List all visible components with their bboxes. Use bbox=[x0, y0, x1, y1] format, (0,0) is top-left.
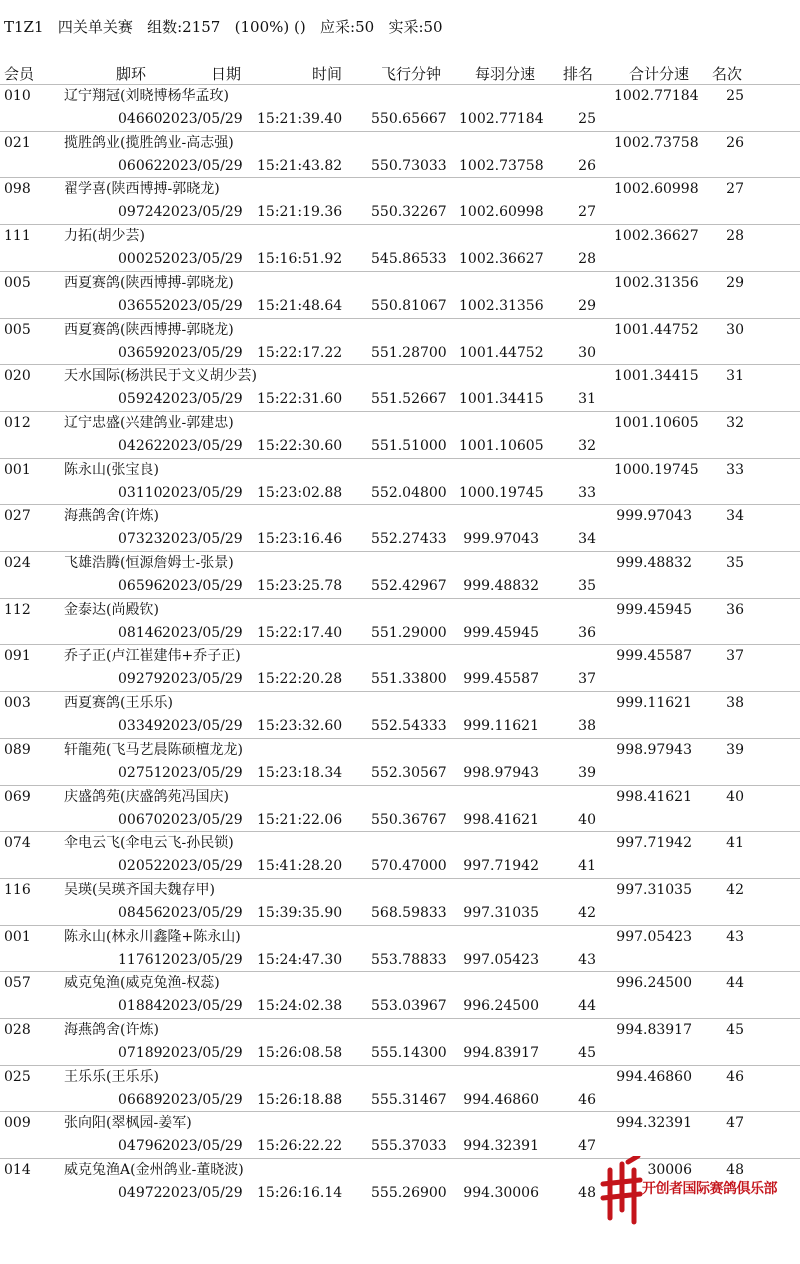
club-watermark-text: 开创者国际赛鸽俱乐部 bbox=[642, 1181, 777, 1197]
cell-time: 15:22:30.60 bbox=[257, 438, 343, 454]
cell-rank: 32 bbox=[578, 438, 596, 454]
row-divider bbox=[0, 271, 800, 272]
cell-place: 47 bbox=[726, 1115, 744, 1131]
cell-fly: 555.26900 bbox=[371, 1185, 447, 1201]
cell-ring: 04972 bbox=[118, 1185, 163, 1201]
record-row bbox=[0, 366, 800, 412]
cell-speed: 997.05423 bbox=[463, 952, 539, 968]
record-row bbox=[0, 179, 800, 225]
cell-name: 海燕鸽舍(许炼) bbox=[64, 1022, 159, 1038]
cell-speed: 994.46860 bbox=[463, 1092, 539, 1108]
record-row bbox=[0, 646, 800, 692]
cell-place: 30 bbox=[726, 322, 744, 338]
cell-place: 46 bbox=[726, 1069, 744, 1085]
cell-place: 43 bbox=[726, 929, 744, 945]
cell-date: 2023/05/29 bbox=[162, 578, 243, 594]
cell-rank: 45 bbox=[578, 1045, 596, 1061]
cell-total: 1002.36627 bbox=[614, 228, 699, 244]
cell-member: 112 bbox=[4, 602, 31, 618]
cell-member: 028 bbox=[4, 1022, 31, 1038]
cell-ring: 09724 bbox=[118, 204, 163, 220]
cell-total: 1000.19745 bbox=[614, 462, 699, 478]
cell-date: 2023/05/29 bbox=[162, 718, 243, 734]
cell-rank: 25 bbox=[578, 111, 596, 127]
cell-ring: 02052 bbox=[118, 858, 163, 874]
cell-time: 15:22:17.40 bbox=[257, 625, 343, 641]
cell-place: 38 bbox=[726, 695, 744, 711]
club-logo-icon bbox=[598, 1156, 644, 1226]
cell-ring: 06062 bbox=[118, 158, 163, 174]
cell-member: 111 bbox=[4, 228, 31, 244]
cell-fly: 552.54333 bbox=[371, 718, 447, 734]
cell-ring: 07323 bbox=[118, 531, 163, 547]
cell-speed: 998.41621 bbox=[463, 812, 539, 828]
cell-fly: 555.14300 bbox=[371, 1045, 447, 1061]
cell-total: 994.46860 bbox=[616, 1069, 692, 1085]
cell-fly: 551.51000 bbox=[371, 438, 447, 454]
row-divider bbox=[0, 1111, 800, 1112]
column-ring: 脚环 bbox=[116, 65, 147, 83]
cell-name: 西夏赛鸽(陕西博搏-郭晓龙) bbox=[64, 275, 234, 291]
column-member: 会员 bbox=[4, 65, 35, 83]
cell-member: 025 bbox=[4, 1069, 31, 1085]
cell-speed: 1002.31356 bbox=[459, 298, 544, 314]
cell-time: 15:26:22.22 bbox=[257, 1138, 343, 1154]
cell-rank: 26 bbox=[578, 158, 596, 174]
cell-fly: 551.52667 bbox=[371, 391, 447, 407]
cell-name: 天水国际(杨洪民于文义胡少芸) bbox=[64, 368, 257, 384]
record-row bbox=[0, 600, 800, 646]
cell-member: 116 bbox=[4, 882, 31, 898]
cell-time: 15:23:02.88 bbox=[257, 485, 343, 501]
cell-fly: 545.86533 bbox=[371, 251, 447, 267]
cell-time: 15:23:25.78 bbox=[257, 578, 343, 594]
club-watermark bbox=[598, 1156, 794, 1226]
cell-speed: 999.48832 bbox=[463, 578, 539, 594]
cell-member: 001 bbox=[4, 929, 31, 945]
cell-time: 15:26:16.14 bbox=[257, 1185, 343, 1201]
column-speed: 每羽分速 bbox=[475, 65, 536, 83]
cell-rank: 46 bbox=[578, 1092, 596, 1108]
row-divider bbox=[0, 831, 800, 832]
cell-ring: 03349 bbox=[118, 718, 163, 734]
cell-fly: 550.73033 bbox=[371, 158, 447, 174]
cell-speed: 999.45587 bbox=[463, 671, 539, 687]
cell-rank: 37 bbox=[578, 671, 596, 687]
cell-member: 005 bbox=[4, 322, 31, 338]
cell-rank: 33 bbox=[578, 485, 596, 501]
cell-place: 27 bbox=[726, 181, 744, 197]
cell-rank: 35 bbox=[578, 578, 596, 594]
cell-speed: 994.83917 bbox=[463, 1045, 539, 1061]
cell-time: 15:22:20.28 bbox=[257, 671, 343, 687]
cell-rank: 48 bbox=[578, 1185, 596, 1201]
cell-fly: 550.65667 bbox=[371, 111, 447, 127]
cell-place: 44 bbox=[726, 975, 744, 991]
cell-speed: 999.45945 bbox=[463, 625, 539, 641]
cell-ring: 00025 bbox=[118, 251, 163, 267]
row-divider bbox=[0, 458, 800, 459]
row-divider bbox=[0, 131, 800, 132]
cell-member: 027 bbox=[4, 508, 31, 524]
cell-fly: 551.33800 bbox=[371, 671, 447, 687]
cell-rank: 28 bbox=[578, 251, 596, 267]
cell-total: 996.24500 bbox=[616, 975, 692, 991]
row-divider bbox=[0, 224, 800, 225]
cell-member: 021 bbox=[4, 135, 31, 151]
cell-total: 999.45587 bbox=[616, 648, 692, 664]
cell-name: 庆盛鸽苑(庆盛鸽苑冯国庆) bbox=[64, 789, 229, 805]
record-row bbox=[0, 506, 800, 552]
cell-time: 15:21:39.40 bbox=[257, 111, 343, 127]
cell-member: 010 bbox=[4, 88, 31, 104]
cell-date: 2023/05/29 bbox=[162, 1138, 243, 1154]
record-row bbox=[0, 833, 800, 879]
cell-date: 2023/05/29 bbox=[162, 298, 243, 314]
row-divider bbox=[0, 785, 800, 786]
column-rank: 排名 bbox=[563, 65, 594, 83]
cell-ring: 03655 bbox=[118, 298, 163, 314]
cell-member: 074 bbox=[4, 835, 31, 851]
cell-rank: 29 bbox=[578, 298, 596, 314]
cell-date: 2023/05/29 bbox=[162, 625, 243, 641]
cell-total: 998.97943 bbox=[616, 742, 692, 758]
cell-date: 2023/05/29 bbox=[162, 952, 243, 968]
record-row bbox=[0, 320, 800, 366]
cell-ring: 06689 bbox=[118, 1092, 163, 1108]
column-date: 日期 bbox=[211, 65, 242, 83]
cell-member: 098 bbox=[4, 181, 31, 197]
cell-total: 997.05423 bbox=[616, 929, 692, 945]
cell-rank: 39 bbox=[578, 765, 596, 781]
record-row bbox=[0, 740, 800, 786]
cell-speed: 999.11621 bbox=[463, 718, 539, 734]
cell-name: 飞雄浩腾(恒源詹姆士-张景) bbox=[64, 555, 234, 571]
cell-date: 2023/05/29 bbox=[162, 671, 243, 687]
cell-time: 15:21:22.06 bbox=[257, 812, 343, 828]
cell-total: 999.97043 bbox=[616, 508, 692, 524]
cell-time: 15:23:32.60 bbox=[257, 718, 343, 734]
cell-ring: 00670 bbox=[118, 812, 163, 828]
cell-total: 998.41621 bbox=[616, 789, 692, 805]
record-row bbox=[0, 927, 800, 973]
cell-total: 999.48832 bbox=[616, 555, 692, 571]
cell-place: 42 bbox=[726, 882, 744, 898]
cell-rank: 41 bbox=[578, 858, 596, 874]
cell-member: 057 bbox=[4, 975, 31, 991]
record-row bbox=[0, 787, 800, 833]
column-time: 时间 bbox=[312, 65, 343, 83]
cell-place: 34 bbox=[726, 508, 744, 524]
cell-fly: 570.47000 bbox=[371, 858, 447, 874]
cell-name: 力拓(胡少芸) bbox=[64, 228, 145, 244]
cell-total: 1001.10605 bbox=[614, 415, 699, 431]
report-header: T1Z1 四关单关赛 组数:2157 (100%) () 应采:50 实采:50 bbox=[4, 18, 443, 36]
cell-place: 33 bbox=[726, 462, 744, 478]
cell-ring: 05924 bbox=[118, 391, 163, 407]
cell-date: 2023/05/29 bbox=[162, 251, 243, 267]
cell-date: 2023/05/29 bbox=[162, 998, 243, 1014]
column-flight-minutes: 飞行分钟 bbox=[381, 65, 442, 83]
cell-date: 2023/05/29 bbox=[162, 858, 243, 874]
cell-date: 2023/05/29 bbox=[162, 1045, 243, 1061]
cell-name: 辽宁翔冠(刘晓博杨华孟玫) bbox=[64, 88, 229, 104]
row-divider bbox=[0, 925, 800, 926]
cell-member: 089 bbox=[4, 742, 31, 758]
cell-place: 39 bbox=[726, 742, 744, 758]
cell-fly: 555.37033 bbox=[371, 1138, 447, 1154]
record-row bbox=[0, 273, 800, 319]
cell-place: 41 bbox=[726, 835, 744, 851]
cell-total: 1002.60998 bbox=[614, 181, 699, 197]
cell-name: 威克兔渔(威克兔渔-权蕊) bbox=[64, 975, 220, 991]
cell-time: 15:24:02.38 bbox=[257, 998, 343, 1014]
cell-name: 海燕鸽舍(许炼) bbox=[64, 508, 159, 524]
cell-fly: 551.29000 bbox=[371, 625, 447, 641]
cell-date: 2023/05/29 bbox=[162, 111, 243, 127]
cell-date: 2023/05/29 bbox=[162, 204, 243, 220]
row-divider bbox=[0, 1018, 800, 1019]
cell-member: 003 bbox=[4, 695, 31, 711]
cell-speed: 1001.44752 bbox=[459, 345, 544, 361]
row-divider bbox=[0, 84, 800, 85]
row-divider bbox=[0, 177, 800, 178]
cell-date: 2023/05/29 bbox=[162, 438, 243, 454]
cell-total: 1001.44752 bbox=[614, 322, 699, 338]
cell-place: 40 bbox=[726, 789, 744, 805]
cell-ring: 02751 bbox=[118, 765, 163, 781]
cell-rank: 40 bbox=[578, 812, 596, 828]
cell-date: 2023/05/29 bbox=[162, 812, 243, 828]
cell-rank: 30 bbox=[578, 345, 596, 361]
cell-rank: 36 bbox=[578, 625, 596, 641]
cell-ring: 04262 bbox=[118, 438, 163, 454]
cell-place: 26 bbox=[726, 135, 744, 151]
cell-total: 999.45945 bbox=[616, 602, 692, 618]
cell-member: 012 bbox=[4, 415, 31, 431]
cell-date: 2023/05/29 bbox=[162, 485, 243, 501]
cell-name: 翟学喜(陕西博搏-郭晓龙) bbox=[64, 181, 220, 197]
cell-date: 2023/05/29 bbox=[162, 391, 243, 407]
cell-rank: 38 bbox=[578, 718, 596, 734]
cell-ring: 03110 bbox=[118, 485, 163, 501]
cell-speed: 996.24500 bbox=[463, 998, 539, 1014]
cell-speed: 997.31035 bbox=[463, 905, 539, 921]
cell-total: 997.71942 bbox=[616, 835, 692, 851]
cell-fly: 553.78833 bbox=[371, 952, 447, 968]
cell-date: 2023/05/29 bbox=[162, 531, 243, 547]
cell-total: 1002.31356 bbox=[614, 275, 699, 291]
cell-member: 020 bbox=[4, 368, 31, 384]
cell-place: 32 bbox=[726, 415, 744, 431]
cell-speed: 994.32391 bbox=[463, 1138, 539, 1154]
cell-member: 001 bbox=[4, 462, 31, 478]
cell-name: 西夏赛鸽(陕西博搏-郭晓龙) bbox=[64, 322, 234, 338]
cell-fly: 550.81067 bbox=[371, 298, 447, 314]
cell-time: 15:23:18.34 bbox=[257, 765, 343, 781]
cell-place: 25 bbox=[726, 88, 744, 104]
cell-total: 1001.34415 bbox=[614, 368, 699, 384]
cell-fly: 568.59833 bbox=[371, 905, 447, 921]
row-divider bbox=[0, 504, 800, 505]
cell-time: 15:16:51.92 bbox=[257, 251, 343, 267]
cell-name: 伞电云飞(伞电云飞-孙民锁) bbox=[64, 835, 234, 851]
cell-fly: 552.30567 bbox=[371, 765, 447, 781]
column-place: 名次 bbox=[712, 65, 743, 83]
cell-date: 2023/05/29 bbox=[162, 345, 243, 361]
row-divider bbox=[0, 738, 800, 739]
cell-fly: 552.42967 bbox=[371, 578, 447, 594]
cell-ring: 09279 bbox=[118, 671, 163, 687]
cell-place: 48 bbox=[726, 1162, 744, 1178]
cell-rank: 43 bbox=[578, 952, 596, 968]
cell-time: 15:22:31.60 bbox=[257, 391, 343, 407]
cell-speed: 1001.10605 bbox=[459, 438, 544, 454]
cell-speed: 1002.36627 bbox=[459, 251, 544, 267]
cell-name: 揽胜鸽业(揽胜鸽业-高志强) bbox=[64, 135, 234, 151]
cell-name: 轩龍苑(飞马艺晨陈硕檀龙龙) bbox=[64, 742, 243, 758]
record-row bbox=[0, 226, 800, 272]
cell-total: 994.83917 bbox=[616, 1022, 692, 1038]
record-row bbox=[0, 693, 800, 739]
cell-name: 辽宁忠盛(兴建鸽业-郭建忠) bbox=[64, 415, 234, 431]
row-divider bbox=[0, 551, 800, 552]
cell-ring: 01884 bbox=[118, 998, 163, 1014]
record-row bbox=[0, 413, 800, 459]
record-row bbox=[0, 86, 800, 132]
cell-name: 王乐乐(王乐乐) bbox=[64, 1069, 159, 1085]
cell-name: 乔子正(卢江崔建伟+乔子正) bbox=[64, 648, 241, 664]
row-divider bbox=[0, 411, 800, 412]
row-divider bbox=[0, 971, 800, 972]
record-row bbox=[0, 133, 800, 179]
cell-place: 31 bbox=[726, 368, 744, 384]
cell-fly: 552.04800 bbox=[371, 485, 447, 501]
cell-date: 2023/05/29 bbox=[162, 1092, 243, 1108]
cell-rank: 31 bbox=[578, 391, 596, 407]
cell-speed: 998.97943 bbox=[463, 765, 539, 781]
cell-name: 金泰达(尚殿钦) bbox=[64, 602, 159, 618]
cell-time: 15:26:18.88 bbox=[257, 1092, 343, 1108]
record-row bbox=[0, 880, 800, 926]
cell-time: 15:23:16.46 bbox=[257, 531, 343, 547]
row-divider bbox=[0, 878, 800, 879]
row-divider bbox=[0, 364, 800, 365]
cell-speed: 994.30006 bbox=[463, 1185, 539, 1201]
cell-ring: 08146 bbox=[118, 625, 163, 641]
cell-fly: 550.32267 bbox=[371, 204, 447, 220]
cell-time: 15:24:47.30 bbox=[257, 952, 343, 968]
cell-member: 024 bbox=[4, 555, 31, 571]
cell-speed: 1002.77184 bbox=[459, 111, 544, 127]
record-row bbox=[0, 1113, 800, 1159]
cell-speed: 997.71942 bbox=[463, 858, 539, 874]
cell-name: 陈永山(林永川鑫隆+陈永山) bbox=[64, 929, 241, 945]
cell-name: 张向阳(翠枫园-姜军) bbox=[64, 1115, 192, 1131]
cell-speed: 1002.60998 bbox=[459, 204, 544, 220]
cell-time: 15:21:48.64 bbox=[257, 298, 343, 314]
cell-place: 45 bbox=[726, 1022, 744, 1038]
cell-total: 30006 bbox=[647, 1162, 692, 1178]
cell-member: 005 bbox=[4, 275, 31, 291]
cell-member: 014 bbox=[4, 1162, 31, 1178]
cell-place: 37 bbox=[726, 648, 744, 664]
cell-member: 069 bbox=[4, 789, 31, 805]
cell-rank: 34 bbox=[578, 531, 596, 547]
record-row bbox=[0, 460, 800, 506]
cell-date: 2023/05/29 bbox=[162, 765, 243, 781]
cell-ring: 03659 bbox=[118, 345, 163, 361]
cell-place: 36 bbox=[726, 602, 744, 618]
column-total-speed: 合计分速 bbox=[629, 65, 690, 83]
cell-name: 吴瑛(吴瑛齐国夫魏存甲) bbox=[64, 882, 215, 898]
cell-time: 15:22:17.22 bbox=[257, 345, 343, 361]
row-divider bbox=[0, 318, 800, 319]
cell-speed: 1002.73758 bbox=[459, 158, 544, 174]
cell-time: 15:21:43.82 bbox=[257, 158, 343, 174]
cell-total: 999.11621 bbox=[616, 695, 692, 711]
cell-total: 1002.77184 bbox=[614, 88, 699, 104]
cell-speed: 999.97043 bbox=[463, 531, 539, 547]
cell-fly: 552.27433 bbox=[371, 531, 447, 547]
cell-rank: 44 bbox=[578, 998, 596, 1014]
record-row bbox=[0, 553, 800, 599]
cell-member: 009 bbox=[4, 1115, 31, 1131]
cell-total: 997.31035 bbox=[616, 882, 692, 898]
cell-rank: 27 bbox=[578, 204, 596, 220]
cell-time: 15:26:08.58 bbox=[257, 1045, 343, 1061]
cell-time: 15:39:35.90 bbox=[257, 905, 343, 921]
cell-ring: 08456 bbox=[118, 905, 163, 921]
cell-ring: 04796 bbox=[118, 1138, 163, 1154]
cell-name: 西夏赛鸽(王乐乐) bbox=[64, 695, 173, 711]
cell-time: 15:41:28.20 bbox=[257, 858, 343, 874]
cell-total: 1002.73758 bbox=[614, 135, 699, 151]
cell-rank: 47 bbox=[578, 1138, 596, 1154]
cell-name: 陈永山(张宝良) bbox=[64, 462, 159, 478]
record-row bbox=[0, 1067, 800, 1113]
cell-fly: 555.31467 bbox=[371, 1092, 447, 1108]
cell-fly: 553.03967 bbox=[371, 998, 447, 1014]
record-row bbox=[0, 1020, 800, 1066]
cell-total: 994.32391 bbox=[616, 1115, 692, 1131]
cell-place: 35 bbox=[726, 555, 744, 571]
cell-place: 29 bbox=[726, 275, 744, 291]
row-divider bbox=[0, 598, 800, 599]
row-divider bbox=[0, 1065, 800, 1066]
cell-date: 2023/05/29 bbox=[162, 158, 243, 174]
cell-date: 2023/05/29 bbox=[162, 1185, 243, 1201]
cell-rank: 42 bbox=[578, 905, 596, 921]
cell-member: 091 bbox=[4, 648, 31, 664]
row-divider bbox=[0, 644, 800, 645]
cell-time: 15:21:19.36 bbox=[257, 204, 343, 220]
cell-ring: 04660 bbox=[118, 111, 163, 127]
cell-speed: 1001.34415 bbox=[459, 391, 544, 407]
cell-ring: 11761 bbox=[118, 952, 163, 968]
cell-place: 28 bbox=[726, 228, 744, 244]
record-row bbox=[0, 973, 800, 1019]
cell-ring: 06596 bbox=[118, 578, 163, 594]
cell-speed: 1000.19745 bbox=[459, 485, 544, 501]
cell-fly: 551.28700 bbox=[371, 345, 447, 361]
cell-ring: 07189 bbox=[118, 1045, 163, 1061]
cell-date: 2023/05/29 bbox=[162, 905, 243, 921]
cell-name: 威克兔渔A(金州鸽业-董晓波) bbox=[64, 1162, 244, 1178]
cell-fly: 550.36767 bbox=[371, 812, 447, 828]
row-divider bbox=[0, 691, 800, 692]
